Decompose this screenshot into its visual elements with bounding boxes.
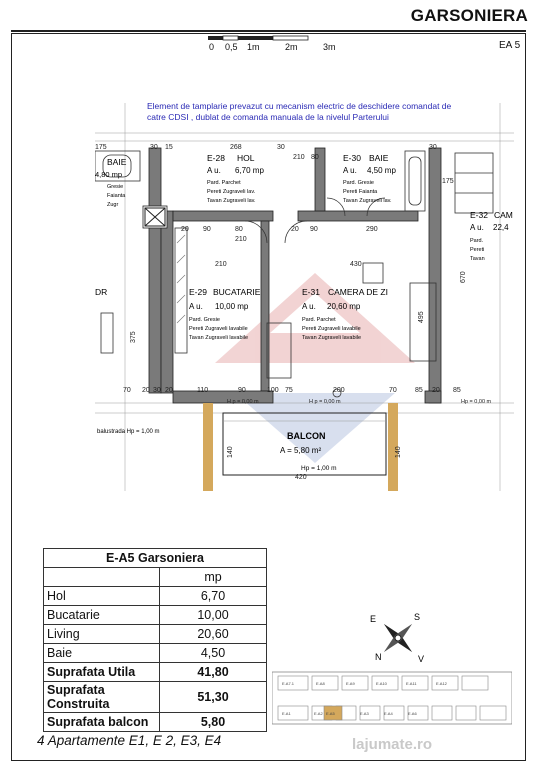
room-area-baie-left: 4,80 mp: [95, 170, 123, 179]
dim-mid-2: 80: [235, 226, 243, 233]
dim-top-4: 30: [277, 144, 285, 151]
drawing-title: GARSONIERA: [410, 6, 528, 25]
walls: [143, 148, 441, 403]
room-finish-bucatarie-1: Pard. Gresie: [189, 317, 220, 323]
graphic-scale: [205, 35, 345, 51]
scale-tick-3: 2m: [285, 42, 298, 52]
dim-side-3: 140: [227, 446, 234, 458]
key-plan: [272, 668, 512, 728]
dim-side-0: 375: [130, 331, 137, 343]
dim-mid-4: 90: [310, 226, 318, 233]
partial-room-label: DR: [95, 287, 108, 297]
room-area-label-bucatarie: A u.: [189, 302, 203, 311]
room-area-label-hol: A u.: [207, 166, 221, 175]
room-finish-cam-3: Tavan: [470, 256, 485, 262]
row-value: 51,30: [160, 682, 267, 713]
dim-bot-3: 20: [165, 387, 173, 394]
room-finish-baie-2: Pereti Faianta: [343, 189, 378, 195]
room-name-living: CAMERA DE ZI: [328, 287, 388, 297]
dim-mid-8: 430: [350, 261, 362, 268]
row-value: 20,60: [160, 625, 267, 644]
room-area-label-baie: A u.: [343, 166, 357, 175]
scale-tick-4: 3m: [323, 42, 336, 52]
row-label: Bucatarie: [44, 606, 160, 625]
dim-bot-7: 75: [285, 387, 293, 394]
key-unit-2: E.A9: [346, 681, 355, 686]
hp-label-1: H p = 0,00 m: [309, 399, 341, 405]
table-row: [44, 625, 267, 644]
table-title-row: [44, 549, 267, 568]
key-unit-11: E.A12: [436, 681, 447, 686]
room-finish-bucatarie-2: Pereti Zugraveli lavabile: [189, 326, 248, 332]
key-unit-8: E.A5: [326, 711, 335, 716]
room-finish-baie-left-2: Faianta: [107, 193, 126, 199]
hp-label-2: Hp = 0,00 m: [461, 399, 492, 405]
room-finish-hol-1: Pard. Parchet: [207, 180, 241, 186]
dim-side-1: 670: [460, 271, 467, 283]
dim-mid-0: 20: [181, 226, 189, 233]
balcony-area-label: A = 5,80 m²: [280, 446, 322, 455]
table-unit-spacer: [44, 568, 160, 587]
room-area-cam: 22,4: [493, 223, 509, 232]
footer-note: 4 Apartamente E1, E 2, E3, E4: [37, 733, 222, 748]
plan-note-line1: Element de tamplarie prevazut cu mecanism electric de deschidere comandat de: [147, 103, 452, 111]
row-label: Hol: [44, 587, 160, 606]
room-name-baie: BAIE: [369, 153, 389, 163]
key-unit-6: E.A3: [360, 711, 369, 716]
room-code-cam: E-32: [470, 210, 488, 220]
room-area-bucatarie: 10,00 mp: [215, 302, 249, 311]
room-area-living: 20,60 mp: [327, 302, 361, 311]
compass-icon: [368, 608, 428, 668]
room-finish-living-3: Tavan Zugraveli lavabile: [302, 335, 362, 341]
room-finish-hol-3: Tavan Zugraveli lav.: [207, 198, 256, 204]
key-unit-3: E.A10: [376, 681, 387, 686]
row-value: 5,80: [160, 713, 267, 732]
room-code-living: E-31: [302, 287, 320, 297]
room-finish-baie-left-3: Zugr: [107, 202, 119, 208]
room-area-label-living: A u.: [302, 302, 316, 311]
dim-bot-9: 70: [389, 387, 397, 394]
room-finish-bucatarie-3: Tavan Zugraveli lavabile: [189, 335, 249, 341]
kitchen-counter: [177, 235, 185, 323]
room-finish-living-1: Pard. Parchet: [302, 317, 336, 323]
dim-side-2: 495: [418, 311, 425, 323]
room-name-cam: CAM: [494, 210, 513, 220]
balcony-hp: Hp = 1,00 m: [301, 465, 337, 472]
row-label: Suprafata Utila: [44, 663, 160, 682]
room-finish-cam-1: Pard.: [470, 238, 484, 244]
room-camera-partial: [470, 210, 513, 262]
row-label: Suprafata balcon: [44, 713, 160, 732]
dim-bot-11: 85: [415, 387, 423, 394]
room-area-baie: 4,50 mp: [367, 166, 396, 175]
row-label: Living: [44, 625, 160, 644]
table-row: [44, 587, 267, 606]
key-unit-5: E.A2: [314, 711, 323, 716]
sheet-code: EA 5: [499, 40, 521, 51]
table-unit-row: [44, 568, 267, 587]
watermark-text: lajumate.ro: [352, 736, 433, 753]
room-baie: [343, 153, 396, 204]
key-unit-10: E.A11: [406, 681, 417, 686]
room-finish-living-2: Pereti Zugraveli lavabile: [302, 326, 361, 332]
dim-bot-10: 20: [432, 387, 440, 394]
room-hol: [207, 153, 264, 204]
table-title: E-A5 Garsoniera: [44, 549, 267, 568]
dim-top-6: 80: [311, 154, 319, 161]
dim-top-3: 268: [230, 144, 242, 151]
row-value: 6,70: [160, 587, 267, 606]
room-code-hol: E-28: [207, 153, 225, 163]
key-unit-7: E.A4: [384, 711, 393, 716]
table-row: [44, 713, 267, 732]
balustrada-label: balustrada Hp = 1,00 m: [97, 429, 160, 435]
room-finish-baie-1: Pard. Gresie: [343, 180, 374, 186]
area-summary-table: [43, 548, 267, 732]
title-divider: [11, 30, 526, 32]
dim-mid-3: 20: [291, 226, 299, 233]
row-value: 10,00: [160, 606, 267, 625]
dim-side-4: 140: [395, 446, 402, 458]
dim-bot-0: 70: [123, 387, 131, 394]
row-value: 41,80: [160, 663, 267, 682]
dim-side-5: 420: [295, 474, 307, 481]
dim-bot-1: 20: [142, 387, 150, 394]
table-row: [44, 682, 267, 713]
table-row: [44, 644, 267, 663]
key-unit-9: E.A6: [408, 711, 417, 716]
compass-e: E: [370, 614, 377, 624]
dim-mid-1: 90: [203, 226, 211, 233]
balcony-name: BALCON: [287, 431, 326, 441]
dim-top-7: 30: [429, 144, 437, 151]
room-finish-cam-2: Pereti: [470, 247, 485, 253]
dim-top-2: 15: [165, 144, 173, 151]
row-label: Baie: [44, 644, 160, 663]
dim-bot-4: 110: [197, 387, 209, 394]
hp-label-0: H p = 0,00 m: [227, 399, 259, 405]
dim-bot-12: 85: [453, 387, 461, 394]
dimensions-mid: [181, 226, 378, 268]
room-name-bucatarie: BUCATARIE: [213, 287, 261, 297]
dim-mid-6: 210: [235, 236, 247, 243]
dim-top-0: 175: [95, 144, 107, 151]
dim-bot-2: 30: [153, 387, 161, 394]
key-unit-1: E.A8: [316, 681, 325, 686]
room-finish-hol-2: Pereti Zugraveli lav.: [207, 189, 256, 195]
row-label: Suprafata Construita: [44, 682, 160, 713]
room-finish-baie-left-1: Gresie: [107, 184, 124, 190]
dim-bot-5: 90: [238, 387, 246, 394]
compass-s: S: [414, 612, 421, 622]
key-unit-0: E.A7.1: [282, 681, 295, 686]
table-row: [44, 663, 267, 682]
room-baie-left: [95, 157, 127, 208]
room-code-bucatarie: E-29: [189, 287, 207, 297]
room-area-label-cam: A u.: [470, 223, 484, 232]
scale-tick-0: 0: [209, 42, 215, 52]
scale-tick-1: 0,5: [225, 42, 238, 52]
row-value: 4,50: [160, 644, 267, 663]
table-unit: mp: [160, 568, 267, 587]
dim-top-5: 210: [293, 154, 305, 161]
room-code-baie: E-30: [343, 153, 361, 163]
dim-mid-7: 210: [215, 261, 227, 268]
key-unit-4: E.A1: [282, 711, 291, 716]
plan-note-line2: catre CDSI , dublat de comanda manuala de la nivelul Parterului: [147, 112, 389, 122]
room-area-hol: 6,70 mp: [235, 166, 264, 175]
dim-bot-8: 200: [333, 387, 345, 394]
compass-v: V: [418, 654, 425, 664]
dim-top-8: 175: [442, 178, 454, 185]
scale-tick-2: 1m: [247, 42, 260, 52]
table-row: [44, 606, 267, 625]
room-name-hol: HOL: [237, 153, 255, 163]
floor-plan: [95, 103, 514, 491]
room-name-baie-left: BAIE: [107, 157, 127, 167]
compass-n: N: [375, 652, 382, 662]
room-finish-baie-3: Tavan Zugraveli lav.: [343, 198, 392, 204]
dim-top-1: 30: [150, 144, 158, 151]
dim-bot-6: 100: [267, 387, 279, 394]
dim-mid-5: 290: [366, 226, 378, 233]
